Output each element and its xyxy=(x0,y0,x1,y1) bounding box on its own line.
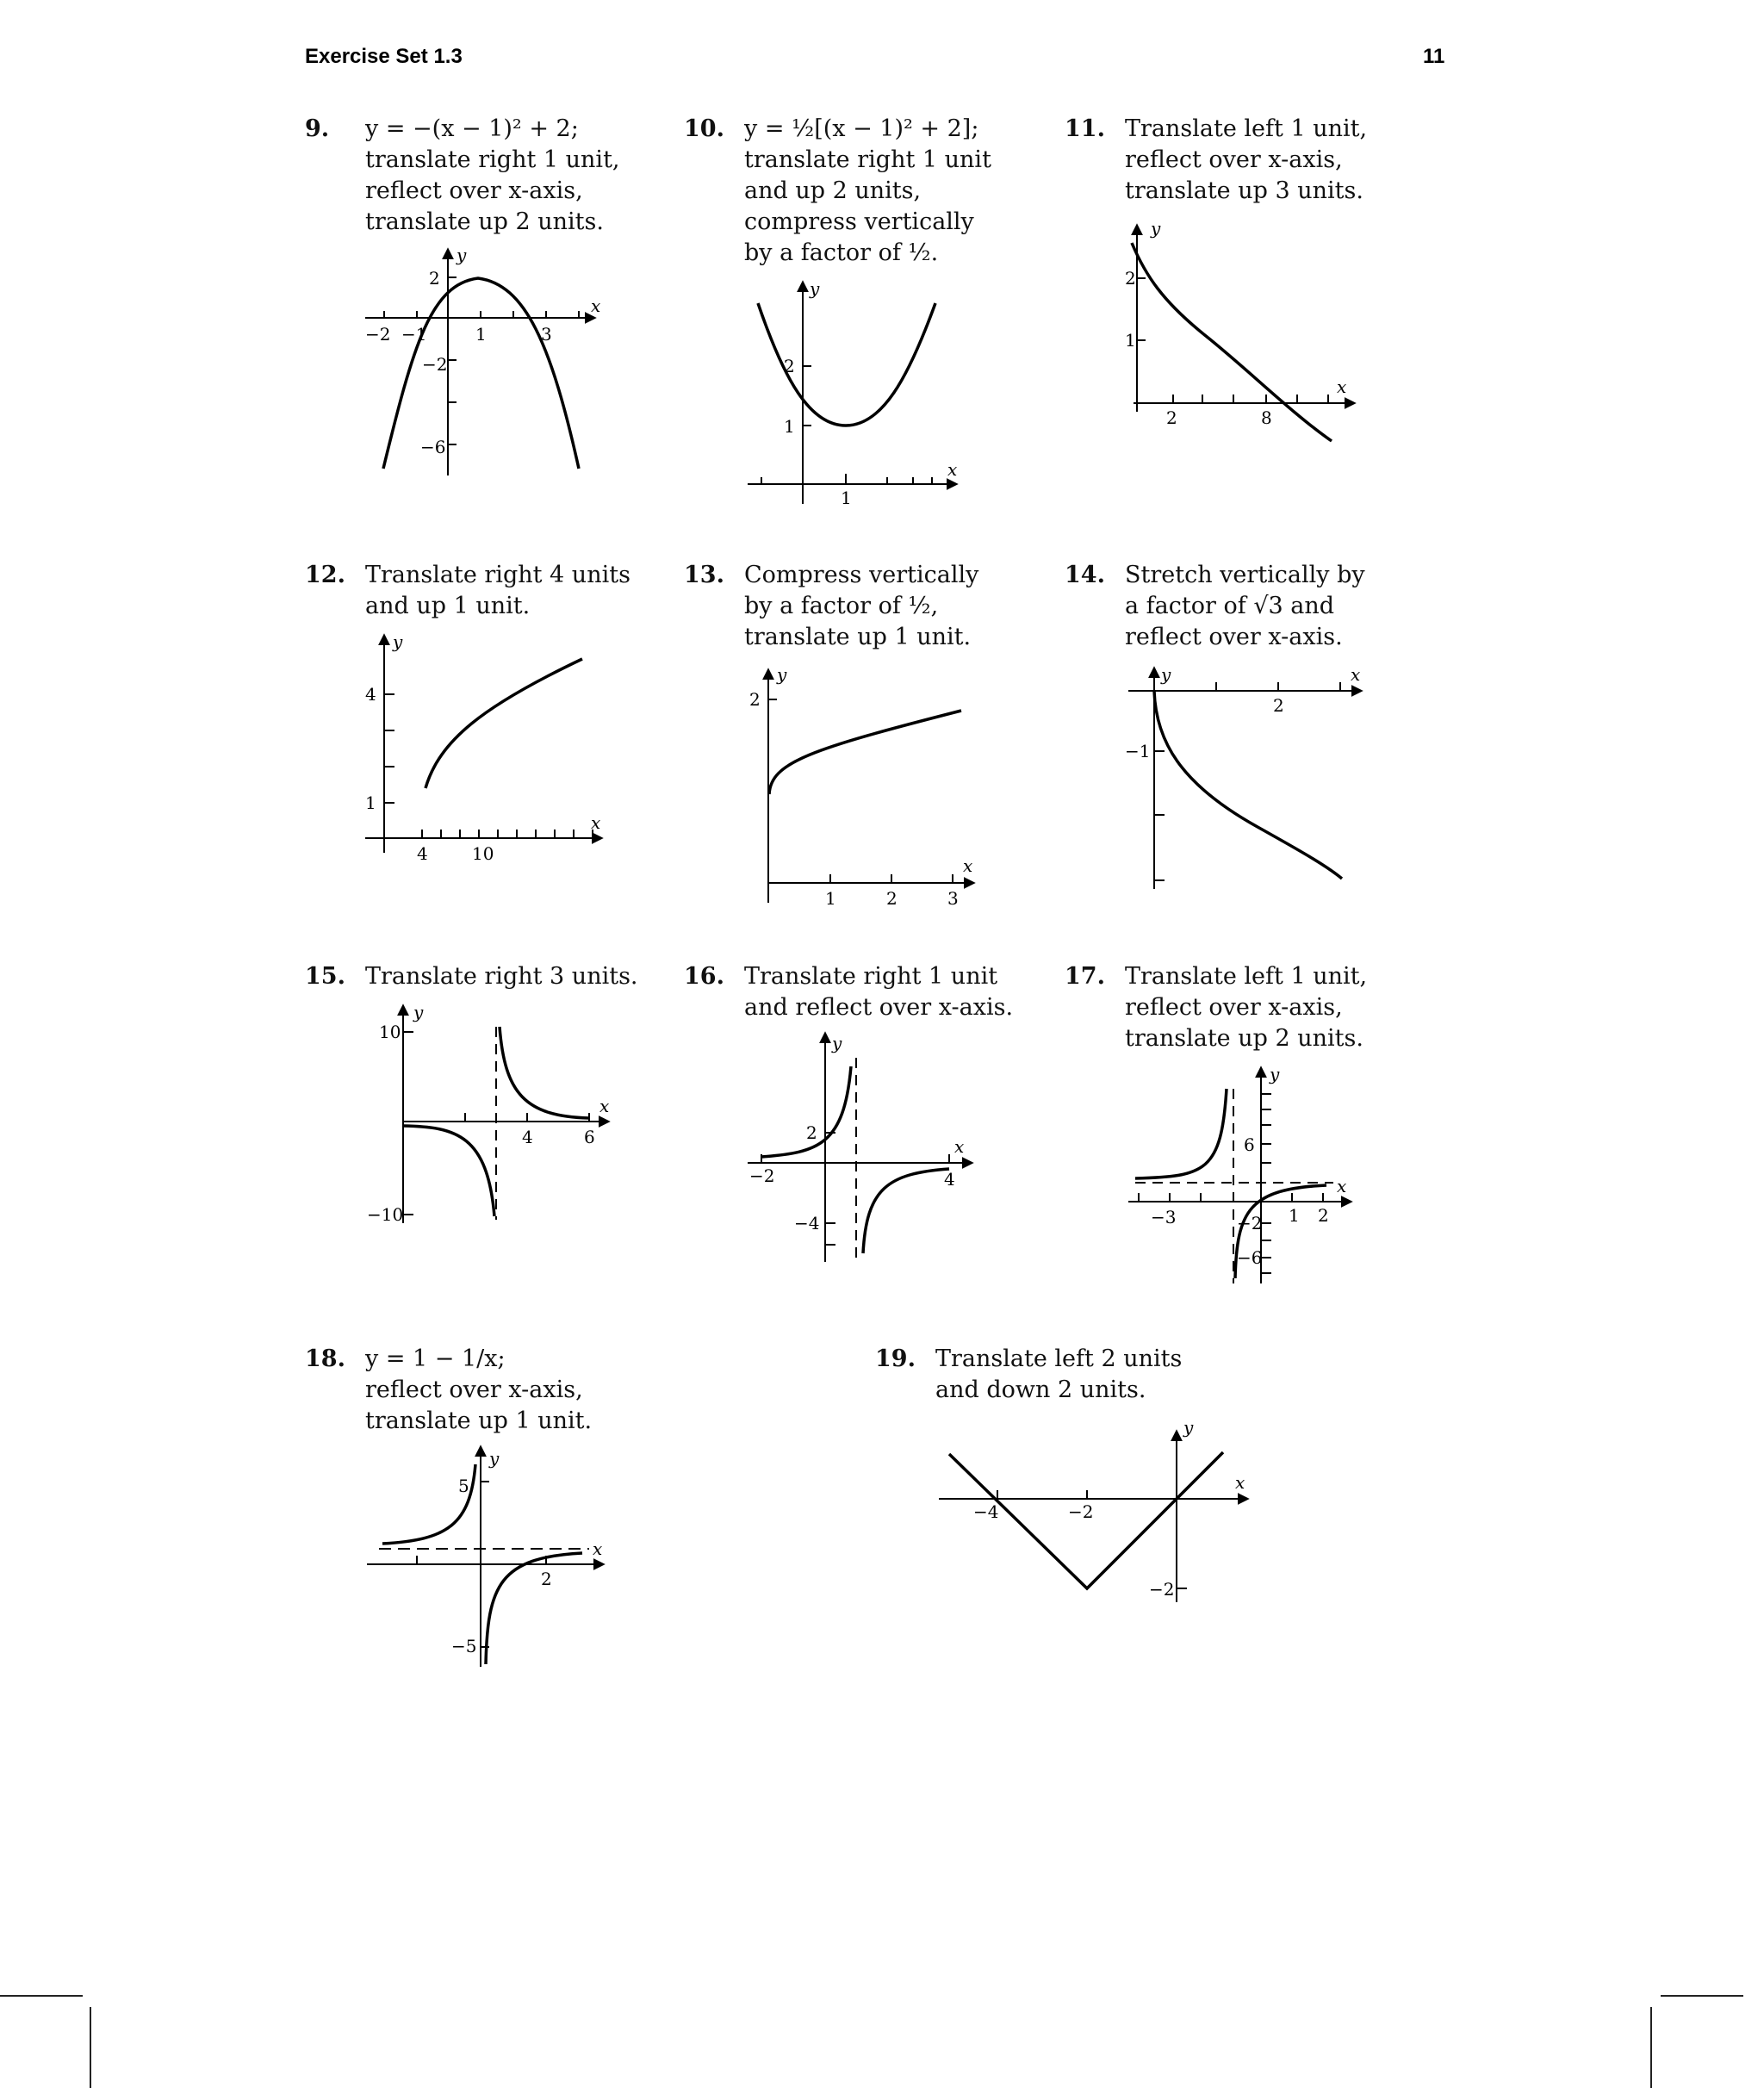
curve-right xyxy=(500,1027,589,1118)
tick-label: 6 xyxy=(584,1127,595,1147)
tick-label: −2 xyxy=(749,1165,775,1186)
axis-label-x: x xyxy=(593,1538,603,1559)
sqrt-curve xyxy=(769,711,961,794)
tick-label: 2 xyxy=(749,689,761,710)
problem-number: 14. xyxy=(1065,562,1105,588)
tick-label: −5 xyxy=(451,1636,477,1656)
tick-label: 1 xyxy=(365,792,376,813)
step-3: reflect over x-axis. xyxy=(1125,624,1343,650)
graph-10-plot xyxy=(748,278,957,508)
axis-label-y: y xyxy=(457,245,467,265)
axis-label-y: y xyxy=(1183,1417,1194,1438)
tick-label: 10 xyxy=(379,1022,401,1042)
tick-label: 4 xyxy=(365,684,376,705)
tick-label: 2 xyxy=(541,1569,552,1589)
axis-label-y: y xyxy=(1151,218,1161,239)
step-1: Translate left 1 unit, xyxy=(1125,115,1368,142)
curve-right xyxy=(486,1553,582,1664)
curve xyxy=(1132,243,1332,441)
tick-label: −10 xyxy=(367,1204,404,1225)
step-1: Translate left 1 unit, xyxy=(1125,963,1368,990)
problem-number: 12. xyxy=(305,562,345,588)
tick-label: −2 xyxy=(1149,1579,1175,1600)
step-4: by a factor of ½. xyxy=(744,239,939,266)
axis-label-y: y xyxy=(489,1448,500,1469)
problem-number: 11. xyxy=(1065,115,1105,142)
tick-label: 2 xyxy=(1318,1205,1329,1226)
step-2: and reflect over x-axis. xyxy=(744,994,1014,1021)
step-2: translate up 1 unit. xyxy=(365,1408,593,1434)
step-2: reflect over x-axis, xyxy=(1125,146,1343,173)
axis-label-x: x xyxy=(591,295,601,316)
problem-number: 9. xyxy=(305,115,330,142)
step-1: translate right 1 unit, xyxy=(365,146,620,173)
step-2: and up 2 units, xyxy=(744,177,922,204)
tick-label: 8 xyxy=(1261,407,1272,428)
step-2: and down 2 units. xyxy=(935,1376,1146,1403)
graph-11-plot xyxy=(1125,218,1354,441)
tick-label: 6 xyxy=(1244,1134,1255,1155)
step-2: and up 1 unit. xyxy=(365,593,531,619)
step-3: translate up 3 units. xyxy=(1125,177,1363,204)
tick-label: −2 xyxy=(1237,1213,1263,1234)
parabola-curve xyxy=(383,278,579,469)
tick-label: 5 xyxy=(458,1476,469,1496)
tick-label: 3 xyxy=(947,888,959,909)
curve-left xyxy=(403,1126,494,1216)
tick-label: −1 xyxy=(1125,741,1151,761)
tick-label: −2 xyxy=(422,354,448,375)
sqrt-curve xyxy=(425,659,582,788)
tick-label: 2 xyxy=(806,1122,817,1143)
axis-label-x: x xyxy=(947,459,958,480)
graph-19-plot xyxy=(939,1417,1247,1602)
axis-label-x: x xyxy=(1337,1176,1347,1196)
step-1: Translate right 3 units. xyxy=(365,963,638,990)
step-1: Stretch vertically by xyxy=(1125,562,1365,588)
tick-label: −6 xyxy=(1237,1247,1263,1268)
step-2: reflect over x-axis, xyxy=(1125,994,1343,1021)
problem-number: 19. xyxy=(875,1345,916,1372)
tick-label: 4 xyxy=(522,1127,533,1147)
axis-label-x: x xyxy=(963,855,973,876)
tick-label: 3 xyxy=(541,324,552,345)
tick-label: −4 xyxy=(794,1213,820,1234)
graph-18-plot xyxy=(367,1447,603,1667)
step-1: Compress vertically xyxy=(744,562,979,588)
step-3: translate up 1 unit. xyxy=(744,624,972,650)
problem-number: 17. xyxy=(1065,963,1105,990)
axis-label-x: x xyxy=(954,1136,965,1157)
crop-mark-left-v xyxy=(90,2007,91,2088)
tick-label: 1 xyxy=(1289,1205,1300,1226)
tick-label: 2 xyxy=(784,356,795,376)
tick-label: −2 xyxy=(365,324,391,345)
step-1: Translate right 1 unit xyxy=(744,963,998,990)
tick-label: −4 xyxy=(973,1501,999,1522)
curve-left xyxy=(1135,1089,1227,1178)
step-1: Translate left 2 units xyxy=(935,1345,1183,1372)
step-3: translate up 2 units. xyxy=(365,208,604,235)
step-3: compress vertically xyxy=(744,208,974,235)
crop-mark-left-h xyxy=(0,1995,83,1997)
axis-label-x: x xyxy=(599,1096,610,1116)
graph-14-plot xyxy=(1125,664,1361,889)
problem-number: 10. xyxy=(684,115,724,142)
axis-label-x: x xyxy=(1351,664,1361,685)
problem-number: 18. xyxy=(305,1345,345,1372)
tick-label: 1 xyxy=(841,488,852,508)
axis-label-y: y xyxy=(413,1002,424,1022)
axis-label-y: y xyxy=(1270,1064,1280,1084)
tick-label: −1 xyxy=(401,324,427,345)
section-title: Exercise Set 1.3 xyxy=(305,45,463,68)
crop-mark-right-v xyxy=(1650,2007,1652,2088)
tick-label: 10 xyxy=(472,843,494,864)
equation: y = ½[(x − 1)² + 2]; xyxy=(744,115,979,142)
tick-label: 1 xyxy=(784,416,795,437)
graph-16-plot xyxy=(748,1033,972,1265)
axis-label-x: x xyxy=(591,812,601,833)
tick-label: 2 xyxy=(429,268,440,289)
tick-label: 1 xyxy=(825,888,836,909)
axis-label-x: x xyxy=(1235,1472,1245,1493)
graph-13-plot xyxy=(749,664,973,909)
axis-label-y: y xyxy=(1161,664,1171,685)
axis-label-y: y xyxy=(777,664,787,685)
tick-label: 1 xyxy=(475,324,487,345)
equation: y = −(x − 1)² + 2; xyxy=(365,115,579,142)
step-1: translate right 1 unit xyxy=(744,146,991,173)
tick-label: 2 xyxy=(1273,695,1284,716)
graph-9-plot xyxy=(365,245,600,475)
tick-label: 2 xyxy=(1166,407,1177,428)
step-3: translate up 2 units. xyxy=(1125,1025,1363,1052)
crop-mark-right-h xyxy=(1661,1995,1743,1997)
tick-label: −2 xyxy=(1068,1501,1094,1522)
tick-label: −3 xyxy=(1151,1207,1177,1227)
tick-label: 2 xyxy=(886,888,898,909)
page-number: 11 xyxy=(1423,45,1445,68)
curve-left xyxy=(761,1066,851,1157)
graph-17-plot xyxy=(1128,1064,1351,1283)
equation: y = 1 − 1/x; xyxy=(365,1345,506,1372)
curve-right xyxy=(863,1169,949,1253)
problem-number: 16. xyxy=(684,963,724,990)
axis-label-x: x xyxy=(1337,376,1347,397)
tick-label: −6 xyxy=(420,437,446,457)
step-1: Translate right 4 units xyxy=(365,562,630,588)
tick-label: 4 xyxy=(944,1169,955,1190)
tick-label: 1 xyxy=(1125,330,1136,351)
step-2: reflect over x-axis, xyxy=(365,177,583,204)
step-1: reflect over x-axis, xyxy=(365,1376,583,1403)
axis-label-y: y xyxy=(832,1033,842,1053)
curve xyxy=(1154,691,1342,879)
graph-15-plot xyxy=(367,1002,609,1225)
problem-number: 13. xyxy=(684,562,724,588)
axis-label-y: y xyxy=(810,278,820,299)
step-2: a factor of √3 and xyxy=(1125,593,1335,619)
step-2: by a factor of ½, xyxy=(744,593,939,619)
problem-number: 15. xyxy=(305,963,345,990)
graph-12-plot xyxy=(365,631,601,864)
tick-label: 2 xyxy=(1125,268,1136,289)
tick-label: 4 xyxy=(417,843,428,864)
axis-label-y: y xyxy=(393,631,403,652)
